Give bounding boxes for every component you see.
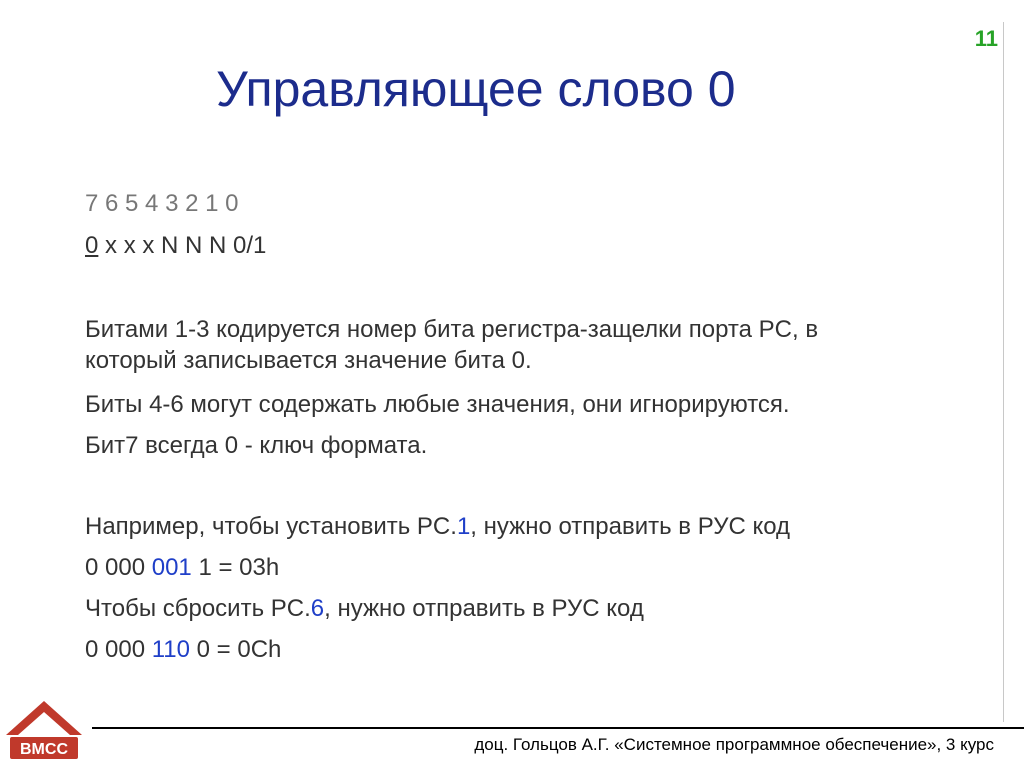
bit-values-first: 0 — [85, 232, 99, 259]
example-line-2-highlight: 001 — [151, 554, 192, 581]
example-line-2 — [85, 553, 279, 583]
example-line-4-highlight: 110 — [151, 636, 190, 663]
right-divider — [1003, 22, 1004, 722]
slide-number: 11 — [974, 26, 998, 51]
example-line-3 — [85, 594, 644, 624]
example-line-1-c: , нужно отправить в РУС код — [470, 513, 791, 540]
example-line-4-c: 0 = 0Ch — [190, 636, 282, 663]
example-line-2-a: 0 000 — [85, 554, 152, 581]
bit-values — [85, 231, 266, 261]
example-line-3-highlight: 6 — [310, 595, 325, 622]
slide-title: Управляющее слово 0 — [216, 61, 736, 117]
paragraph-4: Бит7 всегда 0 - ключ формата. — [85, 432, 428, 459]
footer-divider — [92, 727, 1024, 729]
example-line-2-c: 1 = 03h — [191, 554, 280, 581]
vmss-logo — [4, 697, 84, 763]
bit-values-rest: x x x N N N 0/1 — [98, 232, 267, 259]
example-line-1-a: Например, чтобы установить PC. — [85, 513, 457, 540]
footer-text: доц. Гольцов А.Г. «Системное программное обеспечение», 3 курс — [474, 735, 994, 754]
example-line-1-highlight: 1 — [456, 513, 471, 540]
bit-positions: 7 6 5 4 3 2 1 0 — [85, 190, 239, 217]
example-line-3-c: , нужно отправить в РУС код — [324, 595, 644, 622]
example-line-3-a: Чтобы сбросить PC. — [85, 595, 311, 622]
example-line-1 — [85, 512, 790, 542]
paragraph-1: Битами 1-3 кодируется номер бита регистра-защелки порта PC, в — [85, 316, 819, 343]
paragraph-2: который записывается значение бита 0. — [85, 347, 532, 374]
example-line-4-a: 0 000 — [85, 636, 152, 663]
example-line-4 — [85, 635, 281, 665]
paragraph-3: Биты 4-6 могут содержать любые значения, они игнорируются. — [85, 391, 790, 418]
logo-text: ВМСС — [20, 741, 68, 758]
